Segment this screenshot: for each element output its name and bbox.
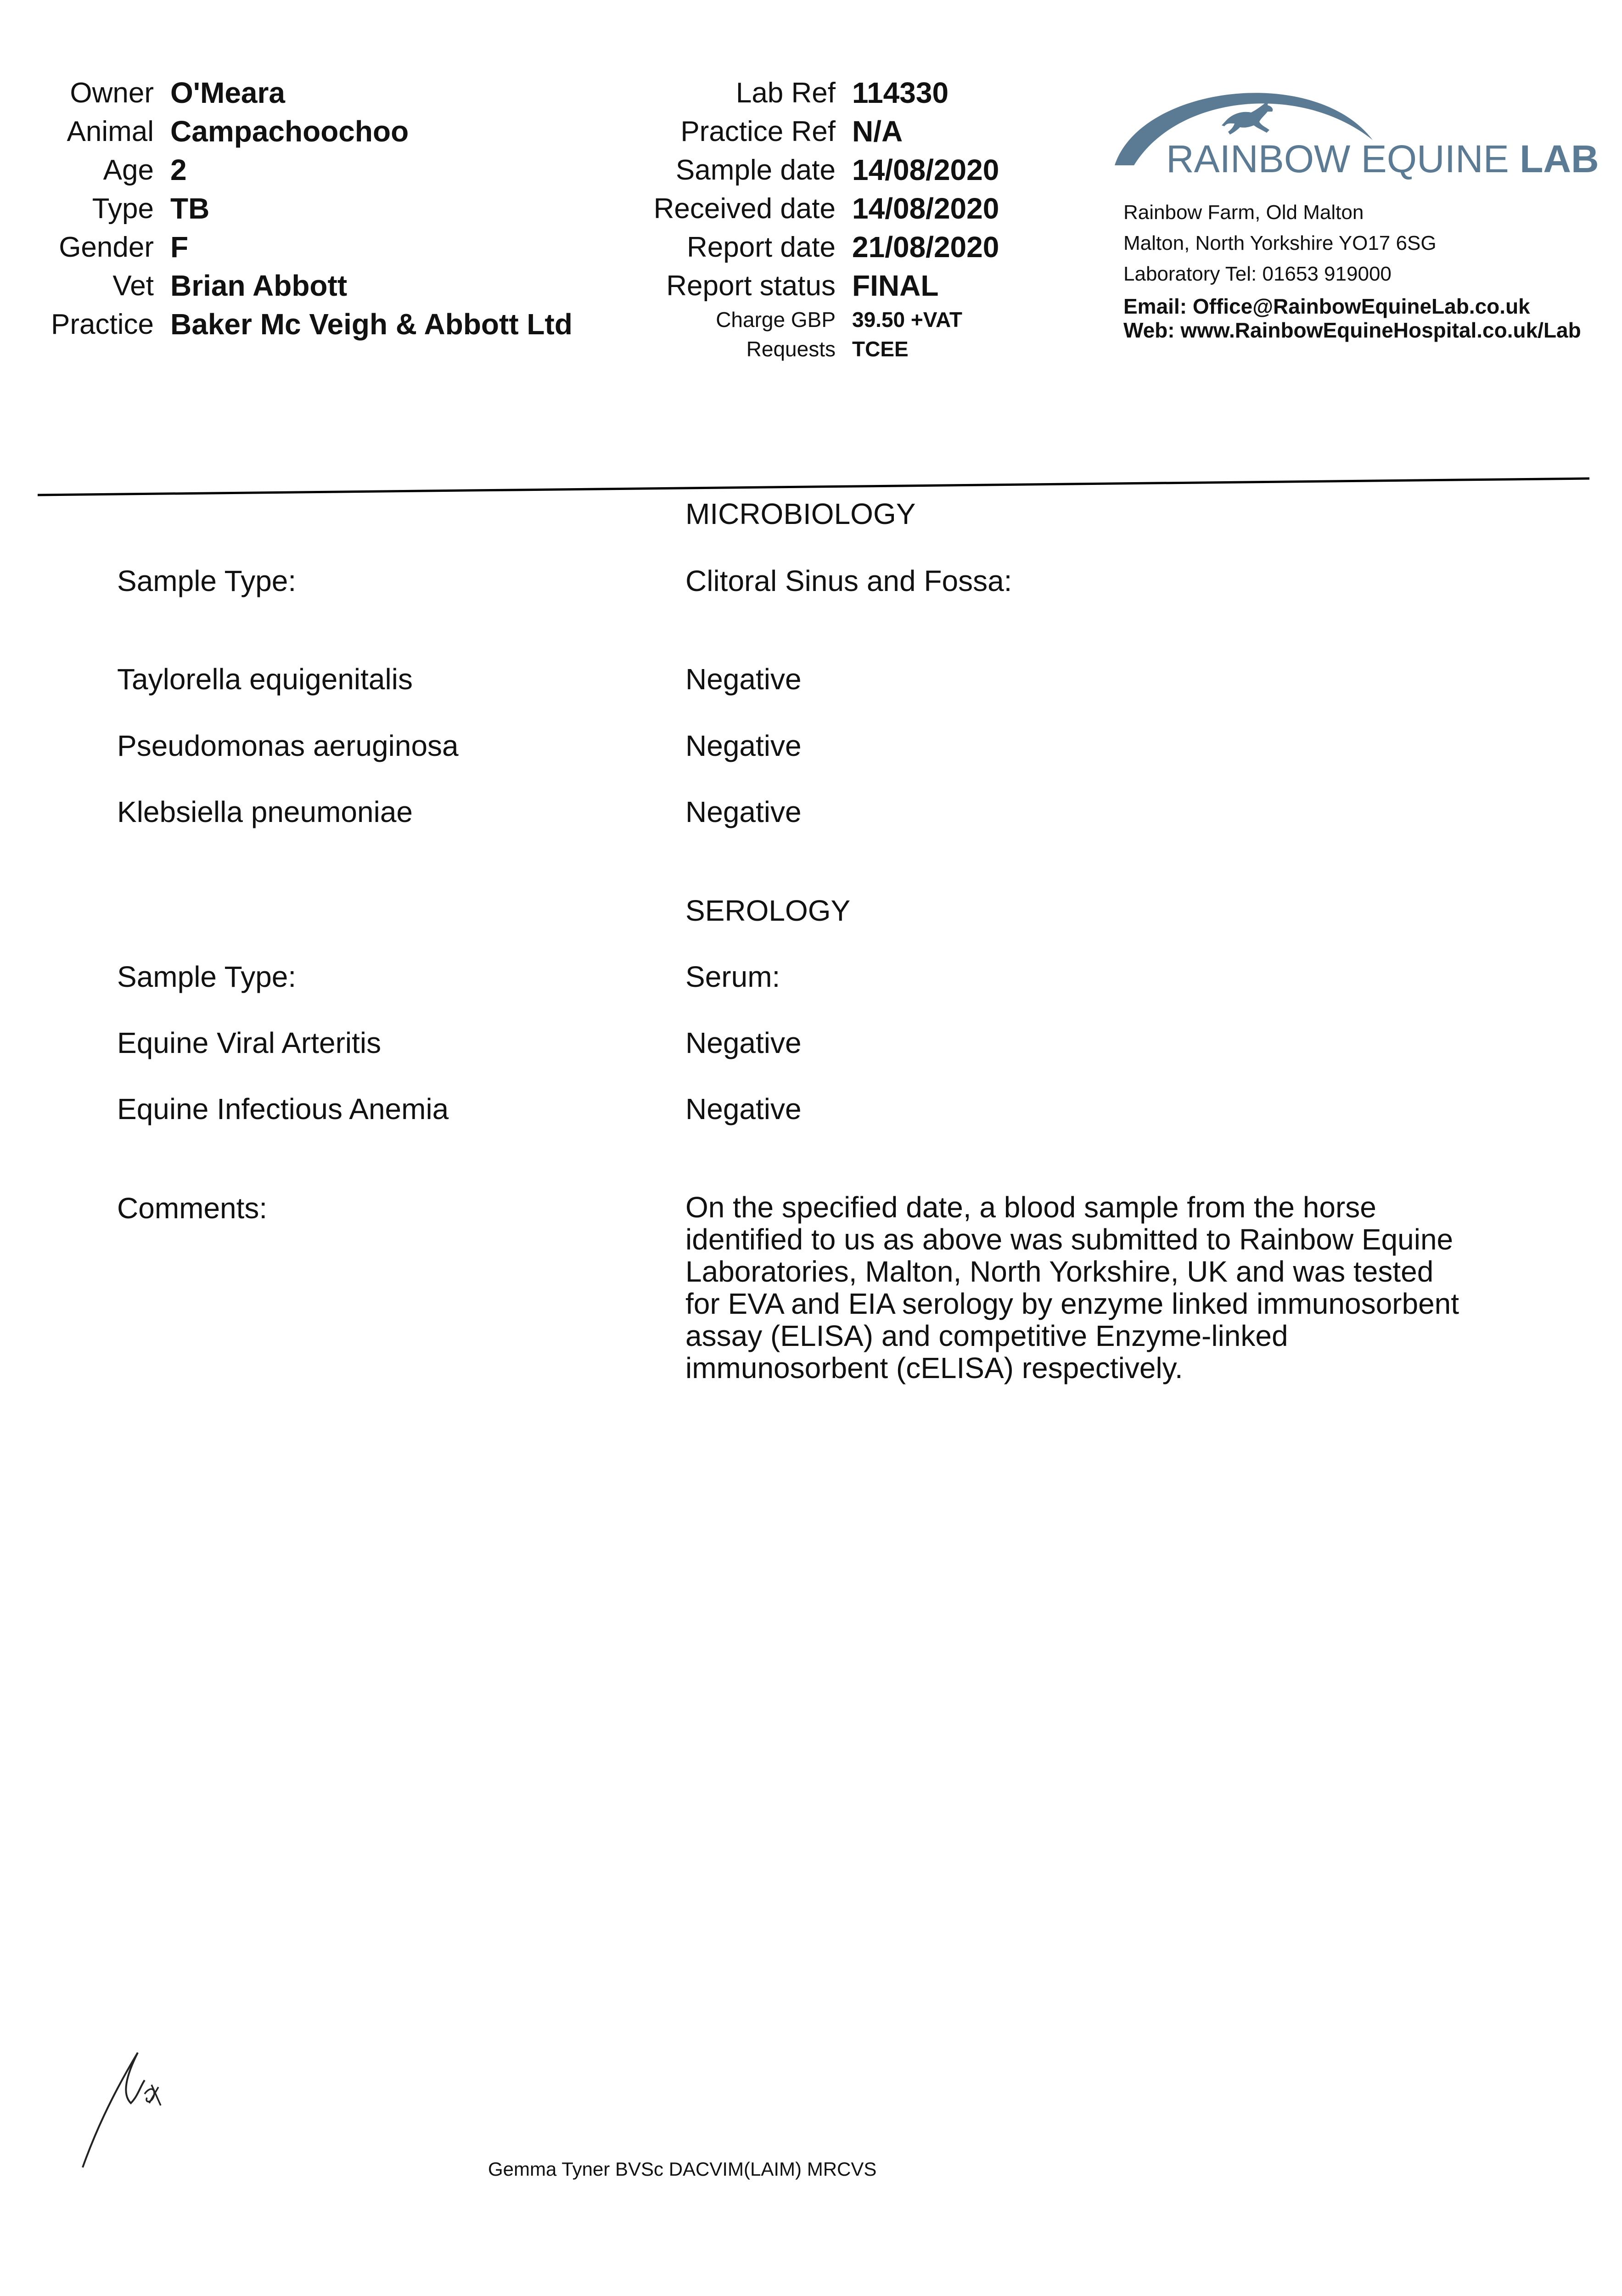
- animal-label: Animal: [67, 115, 154, 147]
- micro-test-result: Negative: [685, 663, 802, 696]
- gender-value: F: [170, 231, 189, 264]
- report-date-row: [597, 228, 999, 266]
- vet-row: [18, 266, 572, 305]
- vet-label: Vet: [112, 270, 154, 302]
- report-status-label: Report status: [666, 270, 836, 302]
- practice-label: Practice: [51, 308, 154, 340]
- type-label: Type: [92, 192, 154, 225]
- lab-website: Web: www.RainbowEquineHospital.co.uk/Lab: [1123, 318, 1581, 342]
- owner-label: Owner: [70, 77, 154, 109]
- animal-value: Campachoochoo: [170, 115, 409, 148]
- type-value: TB: [170, 192, 210, 225]
- sero-sample-type-label: Sample Type:: [117, 960, 297, 993]
- charge-row: [597, 305, 999, 334]
- micro-sample-type-label: Sample Type:: [117, 564, 297, 597]
- practice-ref-value: N/A: [852, 115, 903, 148]
- microbiology-heading: MICROBIOLOGY: [685, 497, 916, 530]
- vet-value: Brian Abbott: [170, 269, 348, 302]
- received-date-label: Received date: [653, 192, 836, 225]
- report-info: [597, 73, 999, 364]
- lab-ref-label: Lab Ref: [735, 77, 836, 109]
- practice-ref-row: [597, 112, 999, 151]
- serology-heading: SEROLOGY: [685, 894, 851, 927]
- micro-test-name: Pseudomonas aeruginosa: [117, 729, 459, 762]
- requests-row: [597, 334, 999, 364]
- micro-test-result: Negative: [685, 729, 802, 762]
- lab-ref-value: 114330: [852, 76, 949, 109]
- sample-date-label: Sample date: [675, 154, 836, 186]
- report-status-value: FINAL: [852, 269, 939, 302]
- animal-row: [18, 112, 572, 151]
- practice-row: [18, 305, 572, 343]
- lab-address-line1: Rainbow Farm, Old Malton: [1123, 201, 1364, 224]
- sero-test-result: Negative: [685, 1092, 802, 1125]
- comments-text: On the specified date, a blood sample from the horse identified to us as above was submitted to Rainbow Equine Laboratories, Malton, North Yorkshire, UK and was tested for EVA and EIA serology by enzyme linked immunosorbent assay (ELISA) and competitive Enzyme-linked immunosorbent (cELISA) respectively.: [685, 1191, 1459, 1384]
- lab-address-line2: Malton, North Yorkshire YO17 6SG: [1123, 232, 1437, 254]
- owner-value: O'Meara: [170, 76, 285, 109]
- handwritten-signature: [76, 2043, 181, 2172]
- age-label: Age: [103, 154, 154, 186]
- lab-ref-row: [597, 73, 999, 112]
- received-date-value: 14/08/2020: [852, 192, 999, 225]
- sero-sample-type-value: Serum:: [685, 960, 780, 993]
- micro-test-result: Negative: [685, 795, 802, 828]
- received-date-row: [597, 189, 999, 228]
- age-value: 2: [170, 153, 187, 186]
- sero-test-name: Equine Infectious Anemia: [117, 1092, 449, 1125]
- charge-label: Charge GBP: [716, 308, 836, 332]
- report-status-row: [597, 266, 999, 305]
- micro-sample-type-value: Clitoral Sinus and Fossa:: [685, 564, 1012, 597]
- sero-test-name: Equine Viral Arteritis: [117, 1026, 382, 1059]
- lab-telephone: Laboratory Tel: 01653 919000: [1123, 263, 1392, 285]
- signatory-name: Gemma Tyner BVSc DACVIM(LAIM) MRCVS: [488, 2158, 877, 2180]
- gender-row: [18, 228, 572, 266]
- rainbow-equine-lab-logo: [1113, 76, 1599, 186]
- logo-text-bold: LAB: [1520, 137, 1599, 180]
- patient-info: [18, 73, 572, 343]
- header-divider: [0, 473, 1622, 501]
- charge-value: 39.50 +VAT: [852, 308, 962, 332]
- age-row: [18, 151, 572, 189]
- gender-label: Gender: [59, 231, 154, 263]
- micro-test-name: Taylorella equigenitalis: [117, 663, 413, 696]
- requests-label: Requests: [746, 337, 836, 361]
- report-date-label: Report date: [687, 231, 836, 263]
- owner-row: [18, 73, 572, 112]
- logo-wordmark: [1166, 137, 1599, 180]
- requests-value: TCEE: [852, 337, 909, 361]
- practice-ref-label: Practice Ref: [680, 115, 836, 147]
- practice-value: Baker Mc Veigh & Abbott Ltd: [170, 308, 572, 341]
- micro-test-name: Klebsiella pneumoniae: [117, 795, 413, 828]
- sero-test-result: Negative: [685, 1026, 802, 1059]
- logo-text-regular: RAINBOW EQUINE: [1166, 137, 1520, 180]
- report-date-value: 21/08/2020: [852, 231, 999, 264]
- sample-date-row: [597, 151, 999, 189]
- type-row: [18, 189, 572, 228]
- sample-date-value: 14/08/2020: [852, 153, 999, 186]
- lab-email: Email: Office@RainbowEquineLab.co.uk: [1123, 294, 1530, 318]
- comments-label: Comments:: [117, 1192, 268, 1225]
